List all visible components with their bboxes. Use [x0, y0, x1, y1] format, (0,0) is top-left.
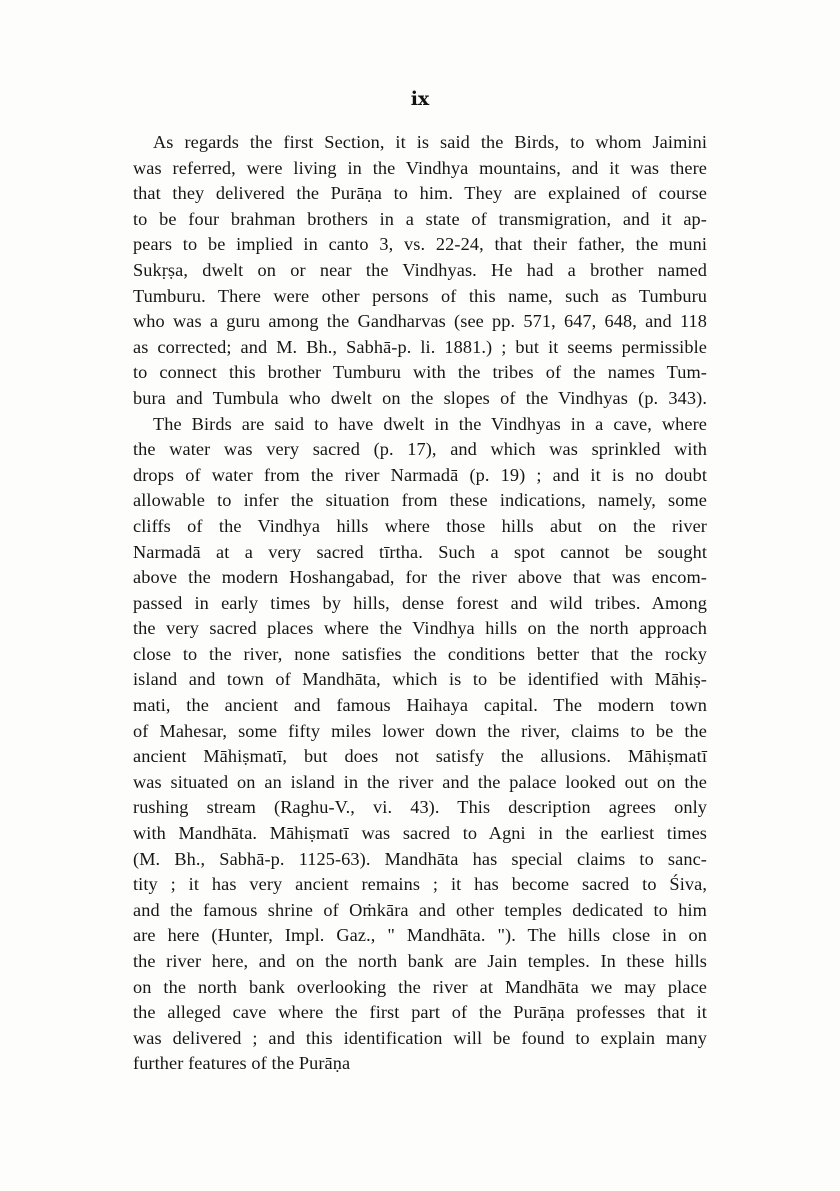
page-number: ix	[410, 88, 430, 110]
text-line: the very sacred places where the Vindhya hills on the north approach	[133, 618, 707, 639]
text-line: of Mahesar, some fifty miles lower down the river, claims to be the	[133, 720, 707, 741]
text-line: was delivered ; and this identification will be found to explain many	[133, 1027, 707, 1048]
text-line: rushing stream (Raghu-V., vi. 43). This description agrees only	[133, 797, 707, 818]
paragraph-2	[133, 412, 707, 1077]
paragraph-1	[133, 130, 707, 412]
text-line: cliffs of the Vindhya hills where those hills abut on the river	[133, 515, 707, 536]
text-line: Tumburu. There were other persons of this name, such as Tumburu	[133, 285, 707, 306]
text-line: above the modern Hoshangabad, for the river above that was encom-	[133, 567, 707, 588]
text-line: who was a guru among the Gandharvas (see pp. 571, 647, 648, and 118	[133, 311, 707, 332]
text-line: drops of water from the river Narmadā (p. 19) ; and it is no doubt	[133, 464, 707, 485]
text-line: Narmadā at a very sacred tīrtha. Such a spot cannot be sought	[133, 541, 707, 562]
text-line: was referred, were living in the Vindhya mountains, and it was there	[133, 157, 707, 178]
text-line: bura and Tumbula who dwelt on the slopes of the Vindhyas (p. 343).	[133, 387, 707, 408]
text-line: island and town of Mandhāta, which is to be identified with Māhiṣ-	[133, 669, 707, 690]
text-line: pears to be implied in canto 3, vs. 22-24, that their father, the muni	[133, 234, 707, 255]
text-line: As regards the first Section, it is said the Birds, to whom Jaimini	[153, 132, 707, 152]
text-line: the alleged cave where the first part of the Purāṇa professes that it	[133, 1002, 707, 1023]
text-line: as corrected; and M. Bh., Sabhā-p. li. 1881.) ; but it seems permissible	[133, 336, 707, 357]
text-line: ancient Māhiṣmatī, but does not satisfy the allusions. Māhiṣmatī	[133, 746, 707, 767]
text-line: and the famous shrine of Oṁkāra and other temples dedicated to him	[133, 899, 707, 920]
text-line: Sukṛṣa, dwelt on or near the Vindhyas. He had a brother named	[133, 259, 707, 280]
text-line: that they delivered the Purāṇa to him. They are explained of course	[133, 183, 707, 204]
text-line: allowable to infer the situation from these indications, namely, some	[133, 490, 707, 511]
text-line: close to the river, none satisfies the conditions better that the rocky	[133, 643, 707, 664]
text-line: passed in early times by hills, dense forest and wild tribes. Among	[133, 592, 707, 613]
text-line: on the north bank overlooking the river at Mandhāta we may place	[133, 976, 707, 997]
text-line: was situated on an island in the river and the palace looked out on the	[133, 771, 707, 792]
text-line: the river here, and on the north bank are Jain temples. In these hills	[133, 951, 707, 971]
text-line: The Birds are said to have dwelt in the Vindhyas in a cave, where	[153, 413, 707, 434]
text-line: the water was very sacred (p. 17), and which was sprinkled with	[133, 439, 707, 460]
text-line: with Mandhāta. Māhiṣmatī was sacred to Agni in the earliest times	[133, 823, 707, 844]
text-line: are here (Hunter, Impl. Gaz., " Mandhāta. "). The hills close in on	[133, 925, 707, 946]
text-line: mati, the ancient and famous Haihaya capital. The modern town	[133, 695, 707, 716]
text-line: further features of the Purāṇa	[133, 1053, 351, 1074]
text-line: to be four brahman brothers in a state of transmigration, and it ap-	[133, 208, 707, 229]
text-line: to connect this brother Tumburu with the tribes of the names Tum-	[133, 362, 707, 383]
body-text	[133, 130, 707, 1077]
text-line: (M. Bh., Sabhā-p. 1125-63). Mandhāta has special claims to sanc-	[133, 848, 707, 869]
text-line: tity ; it has very ancient remains ; it has become sacred to Śiva,	[133, 874, 707, 895]
